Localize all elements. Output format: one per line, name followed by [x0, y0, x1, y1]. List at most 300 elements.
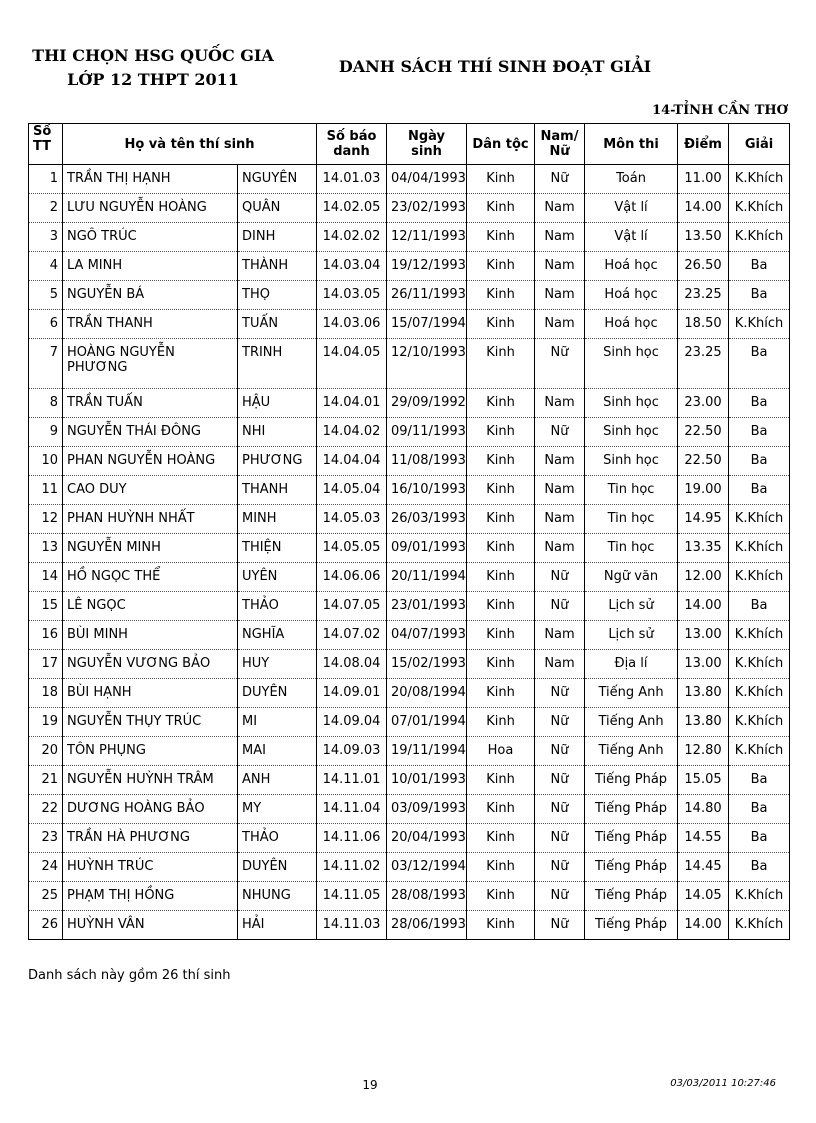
cell-dob: 26/03/1993	[387, 505, 467, 534]
cell-sbd: 14.09.03	[317, 737, 387, 766]
cell-given-name: UYÊN	[238, 563, 317, 592]
cell-prize: K.Khích	[729, 310, 790, 339]
cell-subject: Địa lí	[585, 650, 678, 679]
cell-score: 15.05	[678, 766, 729, 795]
cell-stt: 20	[29, 737, 63, 766]
cell-score: 13.00	[678, 621, 729, 650]
cell-given-name: THỌ	[238, 281, 317, 310]
cell-score: 14.95	[678, 505, 729, 534]
cell-stt: 12	[29, 505, 63, 534]
cell-prize: K.Khích	[729, 911, 790, 940]
cell-prize: Ba	[729, 339, 790, 389]
cell-subject: Toán	[585, 165, 678, 194]
cell-subject: Hoá học	[585, 281, 678, 310]
cell-dob: 19/11/1994	[387, 737, 467, 766]
cell-surname: BÙI HẠNH	[63, 679, 238, 708]
cell-score: 22.50	[678, 418, 729, 447]
cell-given-name: DUYÊN	[238, 853, 317, 882]
cell-surname: CAO DUY	[63, 476, 238, 505]
cell-sbd: 14.09.04	[317, 708, 387, 737]
cell-score: 13.00	[678, 650, 729, 679]
cell-stt: 19	[29, 708, 63, 737]
cell-prize: Ba	[729, 853, 790, 882]
cell-sbd: 14.05.03	[317, 505, 387, 534]
cell-ethnic: Kinh	[467, 563, 535, 592]
table-row	[29, 447, 790, 476]
cell-dob: 20/11/1994	[387, 563, 467, 592]
cell-subject: Tiếng Anh	[585, 679, 678, 708]
cell-ethnic: Kinh	[467, 708, 535, 737]
cell-stt: 15	[29, 592, 63, 621]
col-header-gender: Nam/ Nữ	[535, 124, 585, 165]
cell-stt: 6	[29, 310, 63, 339]
cell-surname: TRẦN HÀ PHƯƠNG	[63, 824, 238, 853]
cell-surname: NGUYỄN MINH	[63, 534, 238, 563]
cell-sbd: 14.08.04	[317, 650, 387, 679]
cell-subject: Lịch sử	[585, 621, 678, 650]
cell-given-name: DUYÊN	[238, 679, 317, 708]
cell-sbd: 14.04.04	[317, 447, 387, 476]
cell-score: 18.50	[678, 310, 729, 339]
cell-prize: K.Khích	[729, 882, 790, 911]
cell-dob: 23/02/1993	[387, 194, 467, 223]
cell-surname: TRẦN THANH	[63, 310, 238, 339]
table-row	[29, 679, 790, 708]
cell-subject: Tiếng Pháp	[585, 853, 678, 882]
cell-score: 14.55	[678, 824, 729, 853]
cell-sbd: 14.11.02	[317, 853, 387, 882]
cell-ethnic: Kinh	[467, 476, 535, 505]
cell-sbd: 14.11.06	[317, 824, 387, 853]
cell-dob: 12/10/1993	[387, 339, 467, 389]
cell-gender: Nữ	[535, 882, 585, 911]
cell-score: 14.00	[678, 592, 729, 621]
cell-surname: NGUYỄN THỤY TRÚC	[63, 708, 238, 737]
table-row	[29, 708, 790, 737]
cell-ethnic: Kinh	[467, 534, 535, 563]
table-row	[29, 824, 790, 853]
cell-subject: Tin học	[585, 476, 678, 505]
cell-stt: 3	[29, 223, 63, 252]
cell-gender: Nữ	[535, 824, 585, 853]
cell-sbd: 14.03.06	[317, 310, 387, 339]
table-row	[29, 882, 790, 911]
table-row	[29, 476, 790, 505]
cell-prize: K.Khích	[729, 223, 790, 252]
cell-prize: Ba	[729, 389, 790, 418]
cell-dob: 23/01/1993	[387, 592, 467, 621]
cell-given-name: MI	[238, 708, 317, 737]
cell-score: 14.80	[678, 795, 729, 824]
cell-prize: Ba	[729, 766, 790, 795]
cell-dob: 26/11/1993	[387, 281, 467, 310]
cell-subject: Tin học	[585, 505, 678, 534]
cell-surname: HOÀNG NGUYỄN PHƯƠNG	[63, 339, 238, 389]
table-row	[29, 223, 790, 252]
cell-sbd: 14.04.05	[317, 339, 387, 389]
cell-score: 23.25	[678, 339, 729, 389]
col-header-score: Điểm	[678, 124, 729, 165]
cell-dob: 09/11/1993	[387, 418, 467, 447]
cell-surname: BÙI MINH	[63, 621, 238, 650]
cell-gender: Nam	[535, 252, 585, 281]
cell-sbd: 14.04.02	[317, 418, 387, 447]
cell-given-name: HUY	[238, 650, 317, 679]
cell-prize: K.Khích	[729, 563, 790, 592]
col-header-sbd: Số báo danh	[317, 124, 387, 165]
cell-dob: 03/09/1993	[387, 795, 467, 824]
table-body	[29, 165, 790, 940]
cell-surname: PHAN HUỲNH NHẤT	[63, 505, 238, 534]
print-timestamp: 03/03/2011 10:27:46	[670, 1078, 776, 1089]
cell-given-name: THANH	[238, 476, 317, 505]
cell-sbd: 14.11.05	[317, 882, 387, 911]
cell-gender: Nữ	[535, 679, 585, 708]
table-row	[29, 911, 790, 940]
cell-surname: HUỲNH VÂN	[63, 911, 238, 940]
cell-sbd: 14.09.01	[317, 679, 387, 708]
cell-ethnic: Kinh	[467, 339, 535, 389]
col-header-ethnic: Dân tộc	[467, 124, 535, 165]
cell-prize: Ba	[729, 795, 790, 824]
cell-sbd: 14.07.05	[317, 592, 387, 621]
cell-gender: Nam	[535, 476, 585, 505]
cell-subject: Vật lí	[585, 223, 678, 252]
col-header-name: Họ và tên thí sinh	[63, 124, 317, 165]
col-header-stt: Số TT	[29, 124, 63, 165]
cell-ethnic: Kinh	[467, 621, 535, 650]
cell-stt: 8	[29, 389, 63, 418]
cell-sbd: 14.05.05	[317, 534, 387, 563]
cell-dob: 16/10/1993	[387, 476, 467, 505]
cell-surname: NGUYỄN THÁI ĐÔNG	[63, 418, 238, 447]
cell-stt: 22	[29, 795, 63, 824]
cell-given-name: NHUNG	[238, 882, 317, 911]
cell-prize: Ba	[729, 476, 790, 505]
table-row	[29, 194, 790, 223]
cell-surname: TRẦN THỊ HẠNH	[63, 165, 238, 194]
cell-prize: K.Khích	[729, 737, 790, 766]
cell-given-name: MINH	[238, 505, 317, 534]
cell-gender: Nam	[535, 534, 585, 563]
cell-subject: Vật lí	[585, 194, 678, 223]
table-row	[29, 650, 790, 679]
cell-ethnic: Kinh	[467, 882, 535, 911]
cell-score: 13.80	[678, 708, 729, 737]
cell-subject: Tiếng Pháp	[585, 766, 678, 795]
cell-score: 23.25	[678, 281, 729, 310]
cell-gender: Nữ	[535, 911, 585, 940]
col-header-prize: Giải	[729, 124, 790, 165]
cell-stt: 11	[29, 476, 63, 505]
cell-stt: 4	[29, 252, 63, 281]
cell-dob: 15/02/1993	[387, 650, 467, 679]
cell-prize: Ba	[729, 447, 790, 476]
cell-subject: Tiếng Anh	[585, 737, 678, 766]
cell-dob: 04/07/1993	[387, 621, 467, 650]
table-row	[29, 505, 790, 534]
cell-dob: 15/07/1994	[387, 310, 467, 339]
table-row	[29, 281, 790, 310]
cell-ethnic: Kinh	[467, 853, 535, 882]
table-row	[29, 252, 790, 281]
table-row	[29, 534, 790, 563]
cell-ethnic: Kinh	[467, 389, 535, 418]
table-row	[29, 795, 790, 824]
cell-surname: PHAN NGUYỄN HOÀNG	[63, 447, 238, 476]
cell-stt: 26	[29, 911, 63, 940]
cell-prize: Ba	[729, 418, 790, 447]
cell-given-name: HẬU	[238, 389, 317, 418]
cell-score: 13.80	[678, 679, 729, 708]
cell-gender: Nam	[535, 621, 585, 650]
cell-stt: 10	[29, 447, 63, 476]
cell-prize: K.Khích	[729, 708, 790, 737]
table-row	[29, 418, 790, 447]
cell-ethnic: Kinh	[467, 650, 535, 679]
cell-subject: Lịch sử	[585, 592, 678, 621]
cell-dob: 07/01/1994	[387, 708, 467, 737]
cell-score: 22.50	[678, 447, 729, 476]
cell-gender: Nam	[535, 223, 585, 252]
cell-dob: 20/04/1993	[387, 824, 467, 853]
cell-score: 14.00	[678, 194, 729, 223]
table-row	[29, 621, 790, 650]
cell-gender: Nam	[535, 650, 585, 679]
cell-sbd: 14.05.04	[317, 476, 387, 505]
cell-sbd: 14.11.03	[317, 911, 387, 940]
cell-gender: Nữ	[535, 165, 585, 194]
cell-prize: Ba	[729, 592, 790, 621]
winners-table	[28, 123, 790, 940]
cell-given-name: NHI	[238, 418, 317, 447]
cell-prize: K.Khích	[729, 165, 790, 194]
cell-ethnic: Kinh	[467, 911, 535, 940]
cell-dob: 19/12/1993	[387, 252, 467, 281]
list-title: DANH SÁCH THÍ SINH ĐOẠT GIẢI	[338, 57, 652, 76]
cell-stt: 21	[29, 766, 63, 795]
cell-sbd: 14.01.03	[317, 165, 387, 194]
cell-ethnic: Kinh	[467, 281, 535, 310]
cell-surname: LƯU NGUYỄN HOÀNG	[63, 194, 238, 223]
cell-given-name: PHƯƠNG	[238, 447, 317, 476]
cell-gender: Nam	[535, 389, 585, 418]
cell-score: 13.50	[678, 223, 729, 252]
cell-sbd: 14.04.01	[317, 389, 387, 418]
cell-sbd: 14.03.05	[317, 281, 387, 310]
cell-subject: Tiếng Pháp	[585, 824, 678, 853]
cell-subject: Hoá học	[585, 252, 678, 281]
cell-stt: 9	[29, 418, 63, 447]
page-number: 19	[362, 1078, 378, 1092]
cell-stt: 16	[29, 621, 63, 650]
cell-ethnic: Kinh	[467, 223, 535, 252]
cell-subject: Tiếng Pháp	[585, 795, 678, 824]
cell-stt: 2	[29, 194, 63, 223]
cell-subject: Tiếng Anh	[585, 708, 678, 737]
cell-gender: Nam	[535, 310, 585, 339]
cell-given-name: TRINH	[238, 339, 317, 389]
cell-subject: Tiếng Pháp	[585, 911, 678, 940]
cell-surname: NGUYỄN VƯƠNG BẢO	[63, 650, 238, 679]
cell-ethnic: Kinh	[467, 310, 535, 339]
cell-given-name: MY	[238, 795, 317, 824]
cell-dob: 03/12/1994	[387, 853, 467, 882]
table-row	[29, 592, 790, 621]
cell-gender: Nữ	[535, 339, 585, 389]
cell-subject: Sinh học	[585, 389, 678, 418]
table-row	[29, 766, 790, 795]
cell-subject: Hoá học	[585, 310, 678, 339]
cell-ethnic: Kinh	[467, 194, 535, 223]
cell-prize: K.Khích	[729, 650, 790, 679]
cell-surname: NGÔ TRÚC	[63, 223, 238, 252]
cell-gender: Nữ	[535, 795, 585, 824]
exam-title	[28, 44, 278, 92]
cell-prize: Ba	[729, 252, 790, 281]
cell-stt: 1	[29, 165, 63, 194]
cell-gender: Nam	[535, 281, 585, 310]
cell-prize: K.Khích	[729, 505, 790, 534]
cell-score: 19.00	[678, 476, 729, 505]
cell-gender: Nam	[535, 505, 585, 534]
cell-sbd: 14.06.06	[317, 563, 387, 592]
cell-prize: K.Khích	[729, 621, 790, 650]
cell-gender: Nữ	[535, 418, 585, 447]
cell-given-name: THÀNH	[238, 252, 317, 281]
cell-dob: 28/06/1993	[387, 911, 467, 940]
table-row	[29, 339, 790, 389]
cell-sbd: 14.11.04	[317, 795, 387, 824]
cell-surname: PHẠM THỊ HỒNG	[63, 882, 238, 911]
cell-ethnic: Kinh	[467, 447, 535, 476]
cell-ethnic: Kinh	[467, 165, 535, 194]
table-row	[29, 737, 790, 766]
province-label: 14-TỈNH CẦN THƠ	[652, 103, 788, 118]
cell-given-name: NGHĨA	[238, 621, 317, 650]
table-row	[29, 165, 790, 194]
cell-sbd: 14.11.01	[317, 766, 387, 795]
cell-subject: Tin học	[585, 534, 678, 563]
cell-given-name: TUẤN	[238, 310, 317, 339]
cell-gender: Nam	[535, 447, 585, 476]
col-header-subject: Môn thi	[585, 124, 678, 165]
exam-title-line2: LỚP 12 THPT 2011	[67, 70, 239, 89]
cell-gender: Nữ	[535, 737, 585, 766]
cell-gender: Nữ	[535, 563, 585, 592]
cell-sbd: 14.07.02	[317, 621, 387, 650]
cell-stt: 17	[29, 650, 63, 679]
cell-ethnic: Kinh	[467, 824, 535, 853]
cell-surname: DƯƠNG HOÀNG BẢO	[63, 795, 238, 824]
cell-given-name: QUÂN	[238, 194, 317, 223]
cell-surname: LA MINH	[63, 252, 238, 281]
cell-prize: Ba	[729, 281, 790, 310]
exam-title-line1: THI CHỌN HSG QUỐC GIA	[32, 46, 274, 65]
cell-dob: 09/01/1993	[387, 534, 467, 563]
cell-score: 14.00	[678, 911, 729, 940]
cell-ethnic: Hoa	[467, 737, 535, 766]
cell-score: 12.80	[678, 737, 729, 766]
cell-dob: 11/08/1993	[387, 447, 467, 476]
cell-gender: Nữ	[535, 853, 585, 882]
cell-score: 14.45	[678, 853, 729, 882]
cell-score: 23.00	[678, 389, 729, 418]
cell-surname: TRẦN TUẤN	[63, 389, 238, 418]
cell-surname: HỒ NGỌC THỂ	[63, 563, 238, 592]
cell-ethnic: Kinh	[467, 505, 535, 534]
cell-given-name: THẢO	[238, 824, 317, 853]
cell-stt: 24	[29, 853, 63, 882]
cell-given-name: NGUYÊN	[238, 165, 317, 194]
cell-subject: Sinh học	[585, 339, 678, 389]
cell-subject: Tiếng Pháp	[585, 882, 678, 911]
cell-ethnic: Kinh	[467, 795, 535, 824]
cell-dob: 29/09/1992	[387, 389, 467, 418]
candidate-count-note: Danh sách này gồm 26 thí sinh	[28, 968, 231, 983]
cell-dob: 28/08/1993	[387, 882, 467, 911]
cell-surname: NGUYỄN BÁ	[63, 281, 238, 310]
cell-stt: 23	[29, 824, 63, 853]
cell-score: 13.35	[678, 534, 729, 563]
cell-ethnic: Kinh	[467, 679, 535, 708]
cell-score: 14.05	[678, 882, 729, 911]
cell-stt: 18	[29, 679, 63, 708]
cell-prize: K.Khích	[729, 679, 790, 708]
cell-ethnic: Kinh	[467, 252, 535, 281]
cell-stt: 25	[29, 882, 63, 911]
cell-prize: Ba	[729, 824, 790, 853]
cell-dob: 04/04/1993	[387, 165, 467, 194]
cell-ethnic: Kinh	[467, 592, 535, 621]
cell-stt: 13	[29, 534, 63, 563]
table-row	[29, 563, 790, 592]
cell-stt: 14	[29, 563, 63, 592]
cell-surname: TÔN PHỤNG	[63, 737, 238, 766]
cell-surname: HUỲNH TRÚC	[63, 853, 238, 882]
cell-sbd: 14.03.04	[317, 252, 387, 281]
cell-gender: Nữ	[535, 708, 585, 737]
cell-dob: 10/01/1993	[387, 766, 467, 795]
table-row	[29, 389, 790, 418]
cell-given-name: DINH	[238, 223, 317, 252]
cell-dob: 12/11/1993	[387, 223, 467, 252]
cell-stt: 5	[29, 281, 63, 310]
cell-sbd: 14.02.05	[317, 194, 387, 223]
table-row	[29, 310, 790, 339]
table-row	[29, 853, 790, 882]
cell-given-name: MAI	[238, 737, 317, 766]
cell-score: 26.50	[678, 252, 729, 281]
cell-sbd: 14.02.02	[317, 223, 387, 252]
cell-surname: LÊ NGỌC	[63, 592, 238, 621]
cell-subject: Sinh học	[585, 418, 678, 447]
cell-given-name: HẢI	[238, 911, 317, 940]
cell-subject: Ngữ văn	[585, 563, 678, 592]
cell-stt: 7	[29, 339, 63, 389]
cell-ethnic: Kinh	[467, 766, 535, 795]
cell-surname: NGUYỄN HUỲNH TRÂM	[63, 766, 238, 795]
cell-gender: Nam	[535, 194, 585, 223]
cell-given-name: ANH	[238, 766, 317, 795]
cell-prize: K.Khích	[729, 534, 790, 563]
cell-given-name: THẢO	[238, 592, 317, 621]
cell-prize: K.Khích	[729, 194, 790, 223]
cell-dob: 20/08/1994	[387, 679, 467, 708]
cell-ethnic: Kinh	[467, 418, 535, 447]
cell-score: 12.00	[678, 563, 729, 592]
cell-score: 11.00	[678, 165, 729, 194]
